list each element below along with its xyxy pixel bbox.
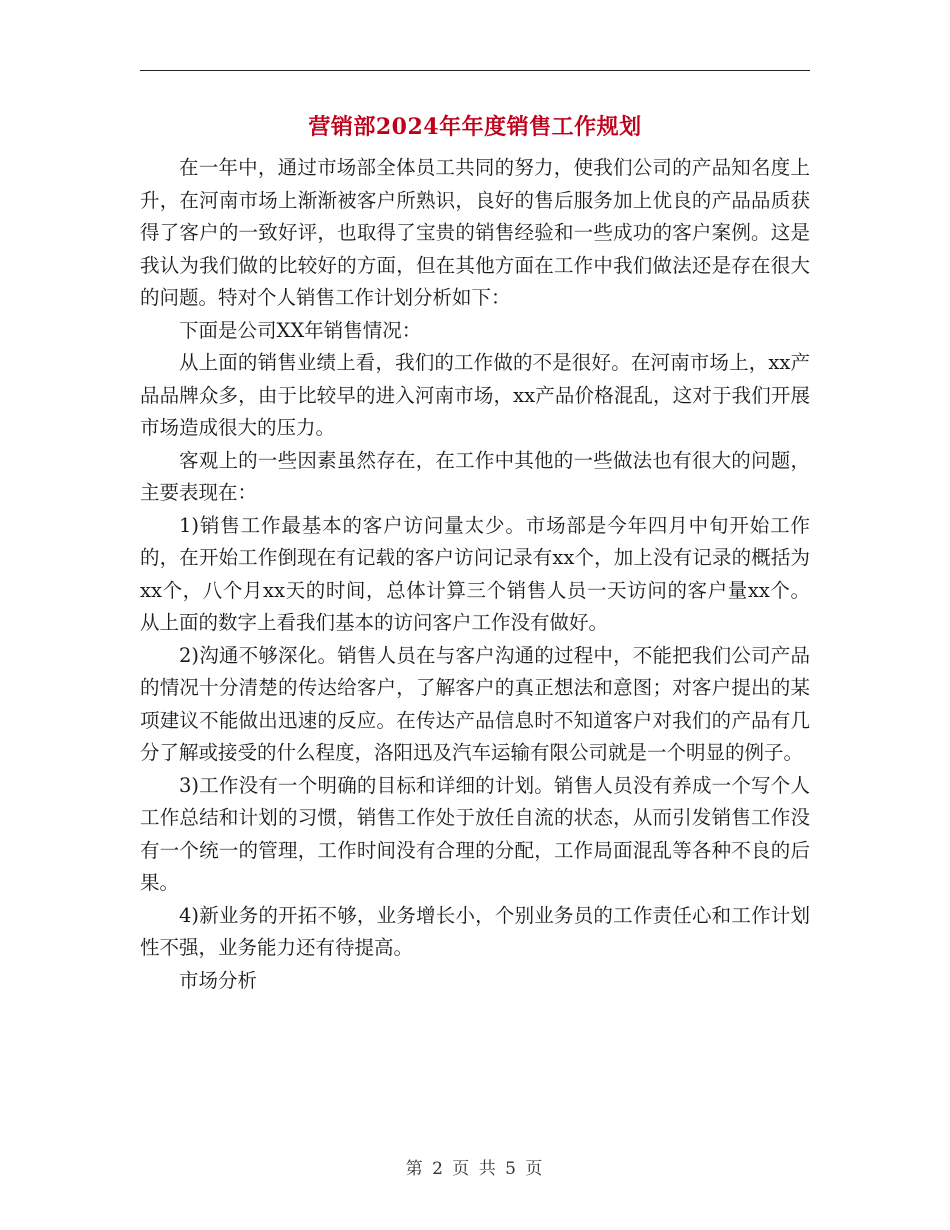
paragraph-market-analysis-heading: 市场分析 xyxy=(179,968,258,992)
page-number-footer: 第 2 页 共 5 页 xyxy=(405,1159,545,1179)
paragraph-performance: 从上面的销售业绩上看，我们的工作做的不是很好。在河南市场上，xx产品品牌众多，由于比较早的进入河南市场，xx产品价格混乱，这对于我们开展市场造成很大的压力。 xyxy=(140,351,810,439)
paragraph-problems-intro: 客观上的一些因素虽然存在，在工作中其他的一些做法也有很大的问题，主要表现在： xyxy=(140,448,810,504)
paragraph-sales-status: 下面是公司XX年销售情况： xyxy=(179,318,422,342)
document-title: 营销部2024年年度销售工作规划 xyxy=(308,114,642,140)
paragraph-point-2: 2)沟通不够深化。销售人员在与客户沟通的过程中，不能把我们公司产品的情况十分清楚的传达给客户，了解客户的真正想法和意图；对客户提出的某项建议不能做出迅速的反应。在传达产品信息时不知道客户对我们的产品有几分了解或接受的什么程度，洛阳迅及汽车运输有限公司就是一个明显的例子。 xyxy=(140,643,810,764)
header-rule xyxy=(140,70,810,71)
paragraph-point-1: 1)销售工作最基本的客户访问量太少。市场部是今年四月中旬开始工作的，在开始工作倒现在有记载的客户访问记录有xx个，加上没有记录的概括为xx个，八个月xx天的时间，总体计算三个销售人员一天访问的客户量xx个。从上面的数字上看我们基本的访问客户工作没有做好。 xyxy=(140,513,810,634)
paragraph-point-3: 3)工作没有一个明确的目标和详细的计划。销售人员没有养成一个写个人工作总结和计划的习惯，销售工作处于放任自流的状态，从而引发销售工作没有一个统一的管理，工作时间没有合理的分配，工作局面混乱等各种不良的后果。 xyxy=(140,773,810,894)
paragraph-intro: 在一年中，通过市场部全体员工共同的努力，使我们公司的产品知名度上升，在河南市场上渐渐被客户所熟识，良好的售后服务加上优良的产品品质获得了客户的一致好评，也取得了宝贵的销售经验和一些成功的客户案例。这是我认为我们做的比较好的方面，但在其他方面在工作中我们做法还是存在很大的问题。特对个人销售工作计划分析如下： xyxy=(140,156,810,309)
paragraph-point-4: 4)新业务的开拓不够，业务增长小，个别业务员的工作责任心和工作计划性不强，业务能力还有待提高。 xyxy=(140,903,810,959)
document-body xyxy=(140,152,810,997)
